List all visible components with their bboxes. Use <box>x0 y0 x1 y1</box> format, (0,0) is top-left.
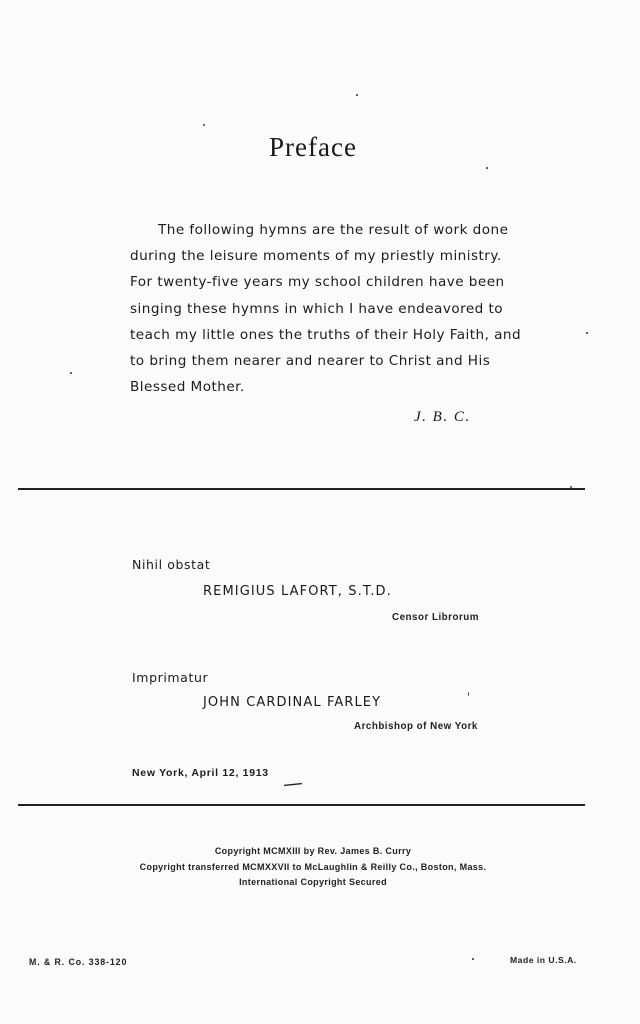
paper-speck <box>70 372 72 374</box>
page-title: Preface <box>269 132 357 162</box>
copyright-line: International Copyright Secured <box>239 877 387 887</box>
preface-paragraph <box>130 217 522 400</box>
imprimatur-date: New York, April 12, 1913 <box>132 767 269 779</box>
paper-speck <box>203 124 205 126</box>
preface-line: to bring them nearer and nearer to Christ and His <box>130 353 491 370</box>
nihil-obstat-label: Nihil obstat <box>132 557 211 572</box>
preface-line: Blessed Mother. <box>130 379 245 396</box>
preface-line: singing these hymns in which I have endeavored to <box>130 300 504 317</box>
made-in-label: Made in U.S.A. <box>510 955 577 965</box>
divider-top <box>18 488 585 490</box>
catalog-number: M. & R. Co. 338-120 <box>29 957 128 967</box>
divider-bottom <box>18 804 585 806</box>
preface-line: For twenty-five years my school children have been <box>130 274 505 291</box>
paper-speck <box>356 94 358 96</box>
preface-line: teach my little ones the truths of their Holy Faith, and <box>130 326 522 343</box>
preface-line: during the leisure moments of my priestly ministry. <box>130 248 502 265</box>
censor-name: REMIGIUS LAFORT, S.T.D. <box>203 584 392 599</box>
censor-role: Censor Librorum <box>392 612 479 623</box>
paper-speck <box>486 167 488 169</box>
paper-speck <box>586 332 588 334</box>
archbishop-role: Archbishop of New York <box>354 721 478 732</box>
copyright-line: Copyright transferred MCMXXVII to McLaughlin & Reilly Co., Boston, Mass. <box>139 861 487 872</box>
author-initials: J. B. C. <box>414 409 471 425</box>
preface-line: The following hymns are the result of work done <box>158 222 509 238</box>
paper-speck <box>570 486 572 488</box>
copyright-line: Copyright MCMXIII by Rev. James B. Curry <box>214 846 412 856</box>
imprimatur-label: Imprimatur <box>132 670 209 685</box>
copyright-notice <box>0 844 626 891</box>
pen-mark <box>283 783 303 786</box>
paper-speck <box>472 958 474 960</box>
paper-speck <box>468 692 469 696</box>
archbishop-name: JOHN CARDINAL FARLEY <box>203 695 382 710</box>
